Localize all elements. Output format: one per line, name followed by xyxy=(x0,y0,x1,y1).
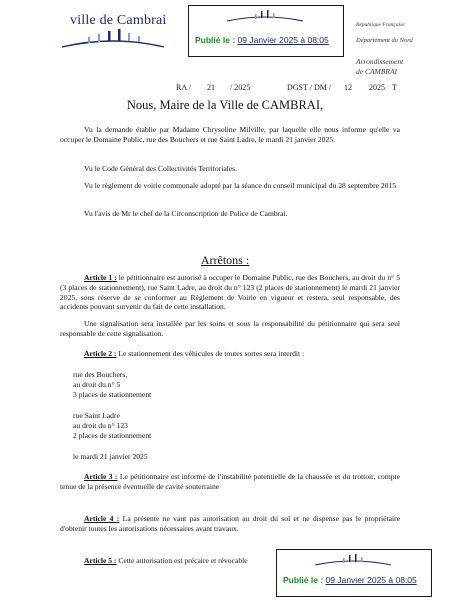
article-4-label: Article 4 : xyxy=(84,514,120,523)
article-2-text: Le stationnement des véhicules de toutes sortes sera interdit : xyxy=(116,349,305,358)
location-1-street: rue des Bouchers, xyxy=(73,370,128,379)
article-2-label: Article 2 : xyxy=(84,349,117,358)
ref-ra-number: 21 xyxy=(207,83,215,92)
ref-ra: RA / xyxy=(176,83,191,92)
arretons-heading: Arrêtons : xyxy=(200,253,250,267)
published-date-bottom: 09 Janvier 2025 à 08:05 xyxy=(325,575,417,585)
city-logo-icon xyxy=(58,28,168,50)
article-5 xyxy=(60,556,270,566)
ref-dgst-year: 2025 xyxy=(369,83,385,92)
article-1 xyxy=(60,273,400,312)
date-line: le mardi 21 janvier 2025 xyxy=(73,452,148,461)
article-1-text: le pétitionnaire est autorisé à occuper le Domaine Public, rue des Bouchers, au droit du n° 5 (3 places de stationnement), rue Saint Ladre, au droit du n° 123 (2 places de stationnement) le mardi 21 janvier 2025, sous réserve de se conformer au Règlement de Voirie en vigueur et restera, seul responsable, des accidents pouvant survenir du fait de cette installation. xyxy=(60,273,400,312)
consideration-code: Vu le Code Général des Collectivités Territoriales. xyxy=(84,164,238,173)
stamp-logo-icon xyxy=(225,9,305,23)
publication-stamp-bottom xyxy=(276,549,432,597)
republique-label: République Française xyxy=(356,22,405,28)
article-5-label: Article 5 : xyxy=(84,556,117,565)
article-3-text: Le pétitionnaire est informé de l'instabilité potentielle de la chaussée et du trottoir, compte tenue de la présence éventuelle de cavité souterraine xyxy=(60,472,401,491)
location-1-number: au droit du n° 5 xyxy=(73,380,121,389)
published-label-bottom: Publié le : xyxy=(283,575,324,585)
published-label: Publié le : xyxy=(195,35,236,45)
article-1-label: Article 1 : xyxy=(84,273,117,282)
location-2-street: rue Saint Ladre xyxy=(73,411,120,420)
location-1-places: 3 places de stationnement xyxy=(73,390,152,399)
arrondissement-name: de CAMBRAI xyxy=(356,67,398,76)
consideration-police: Vu l'avis de Mr le chef de la Circonscription de Police de Cambrai. xyxy=(84,209,288,218)
arrondissement-label: Arrondissement xyxy=(356,57,404,66)
ref-dgst: DGST / DM / xyxy=(287,83,332,92)
location-2-places: 2 places de stationnement xyxy=(73,431,152,440)
article-5-text: Cette autorisation est précaire et révocable xyxy=(116,556,248,565)
article-1-note: Une signalisation sera installée par les soins et sous la responsabilité du pétitionnaire qui sera seul responsable de cette signalisation. xyxy=(60,319,400,338)
published-date: 09 Janvier 2025 à 08:05 xyxy=(237,35,329,45)
publication-stamp-top xyxy=(188,5,344,57)
article-2 xyxy=(60,349,400,359)
page-title: Nous, Maire de la Ville de CAMBRAI, xyxy=(126,98,324,112)
ref-ra-year: / 2025 xyxy=(230,83,251,92)
city-logo-text: ville de Cambrai xyxy=(70,13,167,28)
consideration-reglement: Vu le règlement de voirie communale adopté par la séance du conseil municipal du 28 septembre 2015 xyxy=(84,181,397,190)
ref-dgst-number: 12 xyxy=(344,83,352,92)
article-3 xyxy=(60,472,400,492)
location-2-number: au droit du n° 123 xyxy=(73,421,128,430)
article-4 xyxy=(60,514,400,534)
ref-dgst-suffix: T xyxy=(392,83,397,92)
consideration-request: Vu la demande établie par Madame Chrysoline Milville, par laquelle elle nous informe qu'elle va occuper le Domaine Public, rue des Bouchers et rue Saint Ladre, le mardi 21 janvier 2025. xyxy=(60,125,400,144)
departement-label: Département du Nord xyxy=(356,37,413,44)
article-4-text: La présente ne vaut pas autorisation au droit du sol et ne dispense pas le propriétaire d'obtenir toutes les autorisations nécessaires avant travaux. xyxy=(60,514,400,533)
stamp-logo-icon xyxy=(313,553,393,567)
article-3-label: Article 3 : xyxy=(84,472,118,481)
